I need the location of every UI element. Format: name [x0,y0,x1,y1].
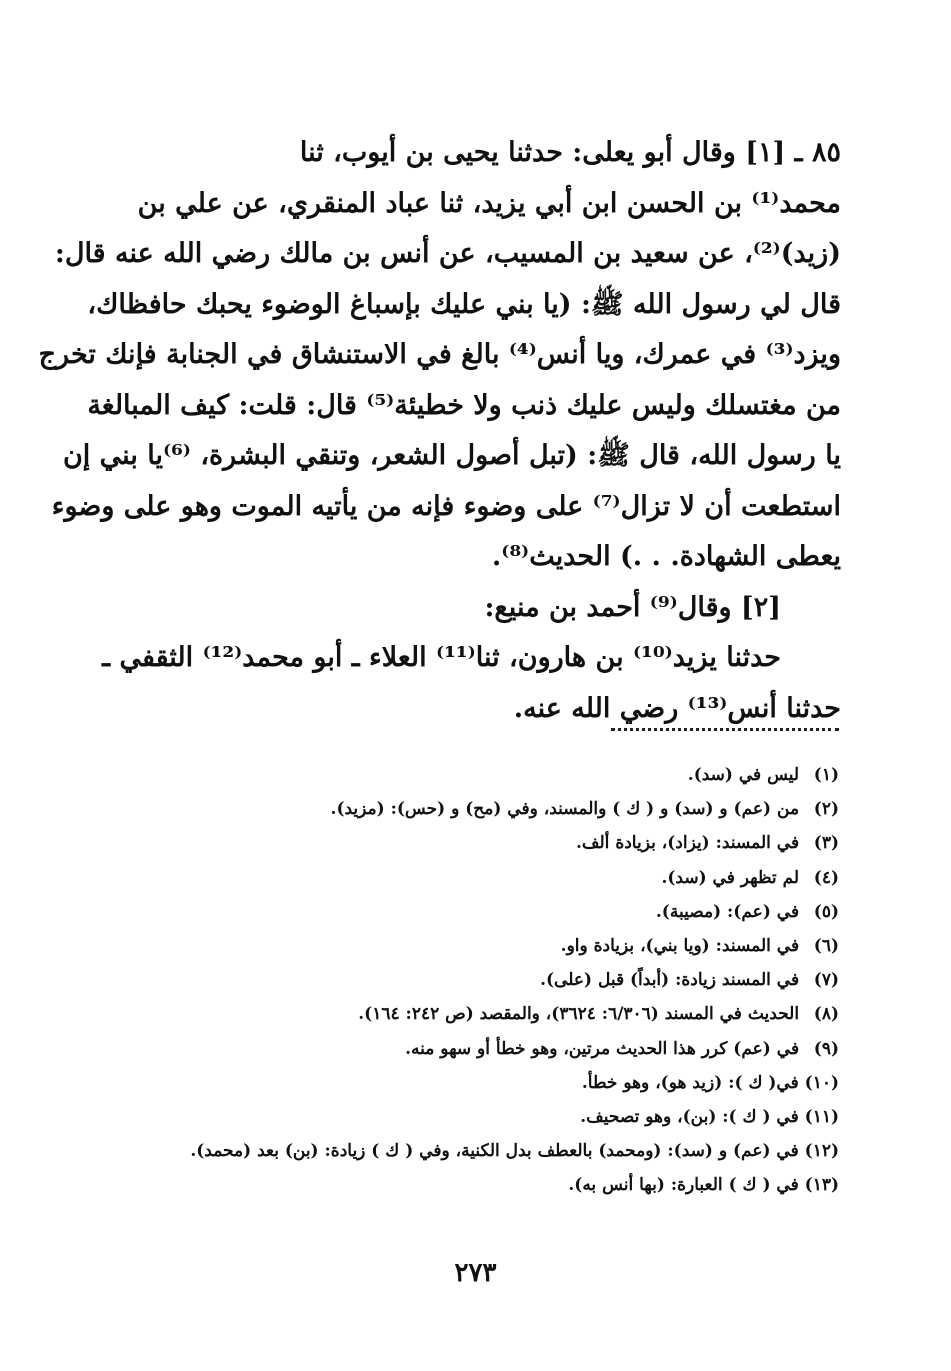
page-number: ٢٧٣ [454,1258,497,1288]
footnote-text: في المسند: (ويا بني)، بزيادة واو. [560,935,800,956]
footnote-text: في( ك ): (زيد هو)، وهو خطأ. [581,1072,799,1093]
footnote-number: (٩) [813,1038,839,1059]
footnote [119,1134,839,1168]
footnote [119,758,839,792]
footnotes [119,758,839,1202]
footnote [119,929,839,963]
footnote [119,1100,839,1134]
text-line: [٢] وقال⁽⁹⁾ أحمد بن منيع: [484,591,781,623]
text-line: حدثنا يزيد⁽¹⁰⁾ بن هارون، ثنا⁽¹¹⁾ العلاء ـ أبو محمد⁽¹²⁾ الثقفي ـ [102,642,781,673]
footnote [119,826,839,860]
footnote [119,963,839,997]
footnote [119,1032,839,1066]
footnote-text: ليس في (سد). [687,765,800,785]
footnote-separator [611,728,839,731]
text-line: ويزد⁽³⁾ في عمرك، ويا أنس⁽⁴⁾ بالغ في الاستنشاق في الجنابة فإنك تخرج [38,339,841,370]
footnote-number: (٣) [813,833,839,854]
footnote-text: في ( ك ) العبارة: (بها أنس به). [568,1175,799,1196]
footnote-number: (١٣) [804,1175,839,1196]
footnote-text: من (عم) و (سد) و ( ك ) والمسند، وفي (مح) و (حس): (مزيد). [330,799,800,820]
footnote-number: (٤) [813,867,839,888]
footnote-number: (٧) [813,970,839,991]
footnote-text: في ( ك ): (بن)، وهو تصحيف. [580,1106,799,1127]
footnote-text: في (عم) و (سد): (ومحمد) بالعطف بدل الكنية، وفي ( ك ) زيادة: (بن) بعد (محمد). [190,1141,799,1162]
text-line: من مغتسلك وليس عليك ذنب ولا خطيئة⁽⁵⁾ قال: قلت: كيف المبالغة [87,389,841,421]
footnote [119,1066,839,1100]
footnote-text: لم تظهر في (سد). [661,867,800,888]
footnote-number: (٦) [813,935,839,956]
footnote-text: في المسند: (يزاد)، بزيادة ألف. [575,833,800,854]
footnote-number: (١) [813,765,839,785]
footnote-number: (٨) [813,1004,839,1025]
text-line: يعطى الشهادة. . .) الحديث⁽⁸⁾. [491,541,841,572]
main-text [38,128,841,734]
footnote-text: في (عم) كرر هذا الحديث مرتين، وهو خطأ أو سهو منه. [405,1038,800,1059]
text-line: يا رسول الله، قال ﷺ: (تبل أصول الشعر، وتنقي البشرة، ⁽⁶⁾يا بني إن [62,440,841,471]
footnote-text: في (عم): (مصيبة). [655,901,800,922]
footnote-number: (١٠) [804,1072,839,1093]
text-line: حدثنا أنس⁽¹³⁾ رضي الله عنه. [513,692,841,724]
footnote-number: (١٢) [804,1141,839,1162]
footnote-number: (٢) [813,799,839,820]
text-line: قال لي رسول الله ﷺ: (يا بني عليك بإسباغ الوضوء يحبك حافظاك، [87,288,841,320]
text-line: (زيد)⁽²⁾، عن سعيد بن المسيب، عن أنس بن مالك رضي الله عنه قال: [54,238,841,269]
text-line: محمد⁽¹⁾ بن الحسن ابن أبي يزيد، ثنا عباد المنقري، عن علي بن [137,187,841,219]
footnote [119,792,839,826]
footnote [119,997,839,1031]
footnote-number: (٥) [813,901,839,922]
footnote [119,895,839,929]
footnote [119,1168,839,1202]
footnote-number: (١١) [804,1106,839,1127]
text-line: ٨٥ ـ [١] وقال أبو يعلى: حدثنا يحيى بن أيوب، ثنا [299,137,841,168]
footnote-text: الحديث في المسند (٦/٣٠٦: ٣٦٢٤)، والمقصد (ص ٢٤٢: ١٦٤). [358,1004,800,1025]
text-line: استطعت أن لا تزال⁽⁷⁾ على وضوء فإنه من يأتيه الموت وهو على وضوء [51,490,841,522]
footnote [119,861,839,895]
footnote-text: في المسند زيادة: (أبداً) قبل (على). [540,970,800,991]
